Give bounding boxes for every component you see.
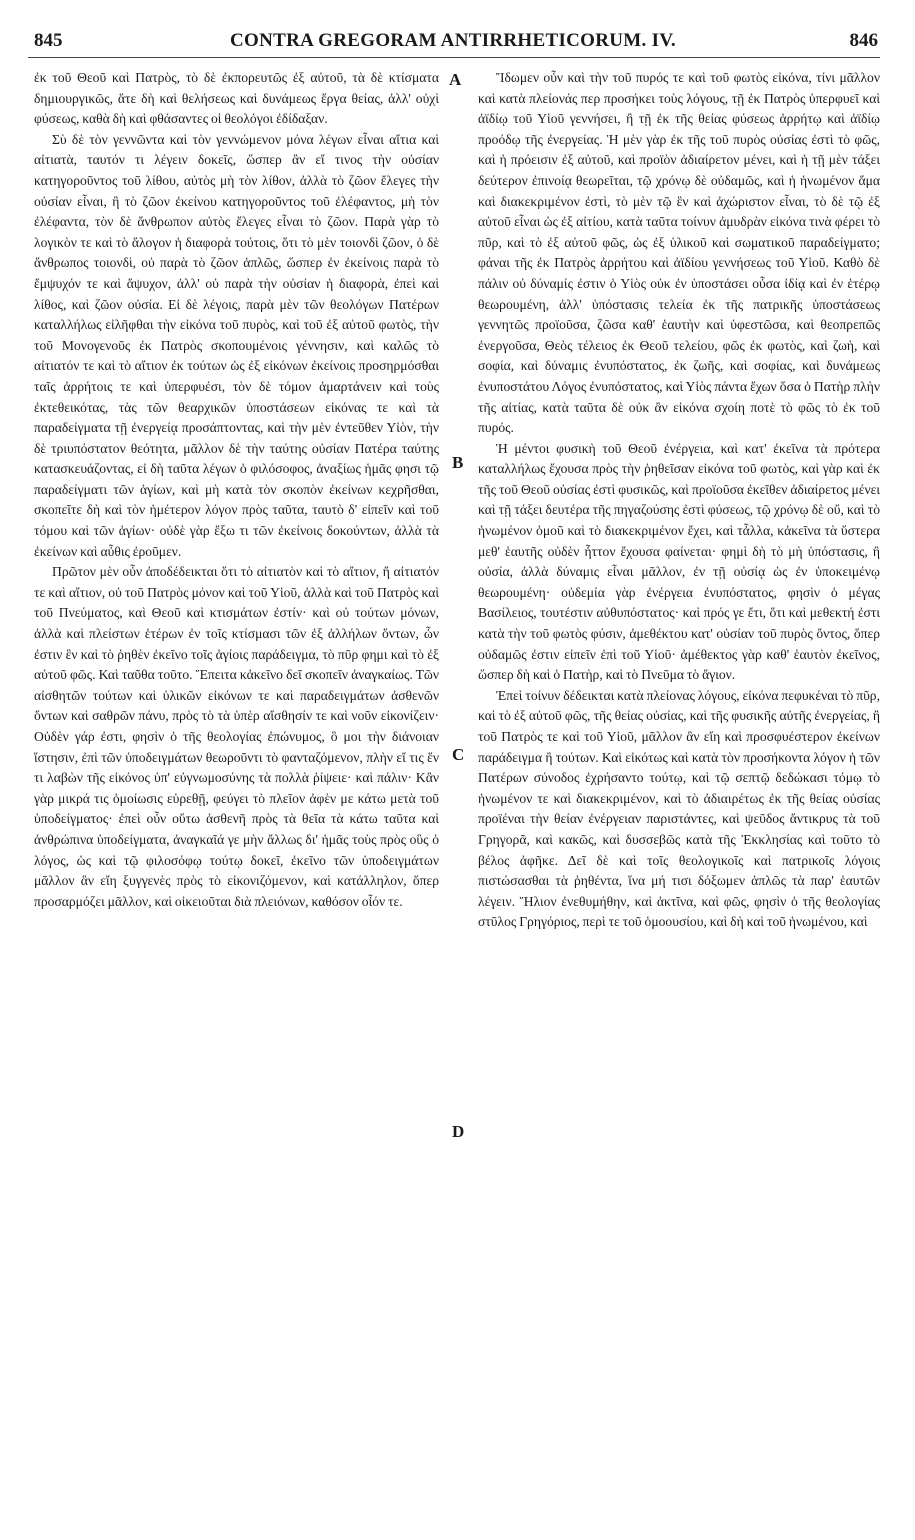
margin-marker-c: C bbox=[452, 745, 465, 764]
right-paragraph-1: Ἴδωμεν οὖν καὶ τὴν τοῦ πυρός τε καὶ τοῦ φωτὸς εἰκόνα, τίνι μᾶλλον καὶ κατὰ πλείονάς περ προσήκει τοὺς λόγους, τῇ ἐκ Πατρὸς ὑπερφυεῖ καὶ ἀϊδίῳ τοῦ Υἱοῦ γεννήσει, ἢ τῇ ἐκ τῆς θείας φύσεως ἀρρήτῳ καὶ ἀϊδίῳ προόδῳ τῆς ἐνεργείας. Ἡ μὲν γὰρ ἐκ τῆς τοῦ πυρὸς οὐσίας ἐστὶ τὸ φῶς, καὶ ἡ πρόεισιν ἐξ αὐτοῦ, καὶ προϊὸν ἀδιαίρετον μένει, καὶ ἡ τῇ μὲν τάξει δεύτερον ἐπινοίᾳ θεωρεῖται, τῷ χρόνῳ δὲ οὐδαμῶς, καὶ ἡ ἡνωμένον ἅμα καὶ διακεκριμένον ἐστὶ, τὸ μὲν τῷ ἓν καὶ ἀχώριστον εἶναι, τὸ δὲ τῷ ἐξ αὐτοῦ εἶναι ὡς ἐξ αἰτίου, κατὰ ταῦτα τοίνυν ἀμυδρὰν εἰκόνα τινὰ φέρει τὸ πῦρ, καὶ τὸ ἐξ αὐτοῦ φῶς, ὡς ἐξ ὑλικοῦ καὶ σωματικοῦ παραδείγματο; φάναι τῆς ἐκ Πατρὸς ἀρρήτου καὶ ἀϊδίου γεννήσεως τοῦ Υἱοῦ. Καθὸ δὲ πάλιν οὐ δύναμίς ἐστιν ὁ Υἱὸς οὐκ ἐν ὑποστάσει οὖσα ἰδίᾳ καὶ ἐν ἑτέρῳ θεωρουμένη, ἀλλ' ὑπόστασις τελεία ἐκ τῆς πατρικῆς ὑποστάσεως γεννητῶς προϊοῦσα, ζῶσα καθ' ἑαυτὴν καὶ ὑφεστῶσα, καὶ θεοπρεπῶς ἐνεργοῦσα, Θεὸς τέλειος ἐκ Θεοῦ τελείου, φῶς ἐκ φωτὸς, καὶ ζωὴ, καὶ σοφία, καὶ δύναμις ἐνυπόστατος, ἐκ ζωῆς, καὶ σοφίας, καὶ δυνάμεως ἐνυποστάτου Λόγος ἐνυπόστατος, καὶ Υἱὸς πάντα ἔχων ὅσα ὁ Πατὴρ πλὴν τῆς αἰτίας, κατὰ ταῦτα δὲ οὐκ ἂν εἰκόνα σχοίη ποτὲ τὸ φῶς τὸ ἐκ τοῦ πυρός. bbox=[478, 70, 880, 436]
margin-marker-a: A bbox=[449, 70, 462, 89]
right-paragraph-3: Ἐπεὶ τοίνυν δέδεικται κατὰ πλείονας λόγους, εἰκόνα πεφυκέναι τὸ πῦρ, καὶ τὸ ἐξ αὐτοῦ φῶς, τῆς θείας οὐσίας, καὶ τῆς φυσικῆς αὐτῆς ἐνεργείας, ἢ τοῦ Πατρὸς τε καὶ τοῦ Υἱοῦ, μᾶλλον ἂν εἴη καὶ προσφυέστερον ἐκείνων παράδειγμα ἢ τούτων. Καὶ εἰκότως καὶ κατὰ τὸν προσήκοντα λόγον ἡ τῶν Πατέρων σύνοδος ἐχρήσαντο τούτῳ, καὶ τῷ σεπτῷ δεδώκασι τόμῳ τὸ ἡνωμένον τε καὶ διακεκριμένον, καὶ τὸ ἀδιαιρέτως ἐκ τῆς θείας οὐσίας προϊέναι τὴν θείαν ἐνέργειαν παριστάντες, καὶ ψεῦδος ἄντικρυς τὰ τοῦ Γρηγορᾶ, καὶ κακῶς, καὶ δυσσεβῶς κατὰ τῆς Ἐκκλησίας καὶ τοῦτο τὸ βέλος ἀφῆκε. Δεῖ δὲ καὶ τοῖς θεολογικοῖς καὶ πατρικοῖς λόγοις πιστώσασθαι τὰ ῥηθέντα, ἵνα μή τισι δόξωμεν ἁπλῶς τὰ παρ' ἑαυτῶν λέγειν. Ἥλιον ἐνεθυμήθην, καὶ ἀκτῖνα, καὶ φῶς, φησὶν ὁ τῆς θεολογίας στῦλος Γρηγόριος, περὶ τε τοῦ ὁμοουσίου, καὶ δὴ καὶ τοῦ ἡνωμένου, καὶ bbox=[478, 687, 880, 930]
left-paragraph-3: Πρῶτον μὲν οὖν ἀποδέδεικται ὅτι τὸ αἰτιατὸν καὶ τὸ αἴτιον, ἤ αἰτιατόν τε καὶ αἴτιον, οὐ τοῦ Πατρὸς μόνον καὶ τοῦ Υἱοῦ, ἀλλὰ καὶ τοῦ Πατρὸς καὶ τοῦ Πνεύματος, καὶ Θεοῦ καὶ κτισμάτων ἐστίν· καὶ οὐ τούτων μόνων, ἀλλὰ καὶ πλείστων ἑτέρων ἐν τοῖς κτίσμασι τῶν ἐξ ἀλλήλων ὄντων, ὧν ἐστιν ἓν καὶ τὸ ῥηθὲν ἐκεῖνο τοῖς ἁγίοις παράδειγμα, τὸ πῦρ φημι καὶ τὸ ἐξ αὐτοῦ φῶς. Καὶ ταῦθα τοῦτο. Ἔπειτα κἀκεῖνο δεῖ σκοπεῖν ἀναγκαίως. Τῶν αἰσθητῶν τούτων καὶ ὑλικῶν εἰκόνων τε καὶ παραδειγμάτων ἀσθενῶν ὄντων καὶ σαθρῶν πάνυ, πρὸς τὸ τὰ ὑπὲρ αἴσθησίν τε καὶ νοῦν εἰκονίζειν· Οὐδὲν γάρ ἐστι, φησὶν ὁ τῆς θεολογίας ἐπώνυμος, ὃ μοι τὴν διάνοιαν ἵστησιν, ἐπὶ τῶν ὑποδειγμάτων θεωροῦντι τὸ φανταζόμενον, πλὴν εἴ τις ἕν τι λαβὼν τῆς εἰκόνος ὑπ' εὐγνωμοσύνης τὰ πολλὰ ῥίψειε· καὶ πάλιν· Κἂν γὰρ μικρά τις ὁμοίωσις εὑρεθῇ, φεύγει τὸ πλεῖον ἀφὲν με κάτω μετὰ τοῦ ὑποδείγματος· ἐπεὶ οὖν οὕτω ἀσθενῆ πρὸς τὰ θεῖα τὰ κάτω ταῦτα καὶ ἀνθρώπινα ὑποδείγματα, ἀναγκαῖά γε μὴν ἄλλως δι' ἡμᾶς τοὺς πρὸς οὓς ὁ λόγος, ὡς καὶ τῷ φιλοσόφῳ τούτῳ δοκεῖ, ἐκεῖνο τῶν ὑποδειγμάτων μᾶλλον ἂν εἴη ξυγγενὲς πρὸς τὸ εἰκονιζόμενον, καὶ κατάλληλον, ὅπερ προσαρμόζει μᾶλλον, καὶ οἰκειοῦται διὰ πλειόνων, καθόσον οἷόν τε. bbox=[34, 564, 439, 909]
margin-marker-d: D bbox=[452, 1122, 465, 1141]
right-page-number: 846 bbox=[849, 30, 878, 51]
left-paragraph-1: ἐκ τοῦ Θεοῦ καὶ Πατρὸς, τὸ δὲ ἐκπορευτῶς ἐξ αὐτοῦ, τὰ δὲ κτίσματα δημιουργικῶς, ἅτε δὴ καὶ θελήσεως καὶ δυνάμεως ἔργα θείας, ἀλλ' οὐχὶ φύσεως, καθὰ δὴ καὶ φθάσαντες οἱ θεολόγοι ἐδίδαξαν. bbox=[34, 70, 439, 127]
running-header bbox=[28, 30, 878, 58]
header-rule bbox=[28, 57, 880, 58]
right-paragraph-2: Ἡ μέντοι φυσικὴ τοῦ Θεοῦ ἐνέργεια, καὶ κατ' ἐκεῖνα τὰ πρότερα καταλλήλως ἔχουσα πρὸς τὴν ῥηθεῖσαν εἰκόνα τοῦ φωτὸς, καὶ γὰρ καὶ ἐκ τῆς τοῦ Θεοῦ οὐσίας ἐστὶ φυσικῶς, καὶ προϊοῦσα ἐκεῖθεν ἀδιαίρετος μένει καὶ τῇ τάξει δευτέρα τῆς πηγαζούσης ἐστὶ φύσεως, τῷ χρόνῳ δὲ οὔ, καὶ τὸ ἡνωμένον ὁμοῦ καὶ τὸ διακεκριμένον ἔχει, καὶ τἆλλα, κἀκεῖνα τὰ ὕστερα μεθ' ἑαυτῆς οὐδὲν ἧττον ἔχουσα φαίνεται· φημὶ δὴ τὸ μὴ ὑπόστασις, ἢ οὐσία, ἀλλὰ δύναμις εἶναι μᾶλλον, ἐν τῇ οὐσίᾳ ὡς ἐν ὑποκειμένῳ θεωρουμένη· οὐδεμία γὰρ ἐνέργεια ἐνυπόστατος, φησὶν ὁ μέγας Βασίλειος, τουτέστιν αὐθυπόστατος· καὶ πρός γε ἔτι, ὅτι καὶ μεθεκτή ἐστι κατὰ τὴν τοῦ φωτὸς φύσιν, ἀμεθέκτου κατ' οὐσίαν τοῦ πυρὸς ὄντος, ὅπερ οὐδαμῶς ἐστιν εἰπεῖν ἐπὶ τοῦ Υἱοῦ· ἀμέθεκτος γὰρ καθ' ἑαυτὸν ἐκεῖνος, ὥσπερ δὴ καὶ ὁ Πατὴρ, καὶ τὸ Πνεῦμα τὸ ἅγιον. bbox=[478, 440, 880, 683]
left-paragraph-2: Σὺ δὲ τὸν γεννῶντα καὶ τὸν γεννώμενον μόνα λέγων εἶναι αἴτια καὶ αἰτιατὰ, ταυτόν τι λέγειν δοκεῖς, ὥσπερ ἂν εἴ τινος τὴν οὐσίαν κατηγοροῦντος τοῦ λίθου, αὐτὸς μὴ τὸν λίθον, ἀλλὰ τὸ ζῶον ἔλεγες τὴν οὐσίαν εἶναι, ἢ τὸ ζῶον ἐκείνου κατηγοροῦντος τοῦ ἐλέφαντος, μὴ τὸν ἐλέφαντα, τὸν δὲ ἄνθρωπον αὐτὸς ἔλεγες εἶναι τὸ ζῶον. Παρὰ γὰρ τὸ λογικὸν τε καὶ τὸ ἄλογον ἡ διαφορὰ τούτοις, ὅτι τὸ μὲν τοιονδὶ ζῶον, ὁ δὲ ἄνθρωπος τοιονδὶ, οὐ παρὰ τὸ ζῶον ἁπλῶς, ὥσπερ ἐν ἐκείνοις παρὰ τὸ ἔμψυχόν τε καὶ ἄψυχον, ἀλλ' οὐ παρὰ τὴν οὐσίαν ἡ διαφορὰ, ἐπεὶ καὶ λίθος, καὶ ζῶον οὐσία. Εἰ δὲ λέγοις, παρὰ μὲν τῶν θεολόγων Πατέρων καταλλήλως εἰλῆφθαι τὴν εἰκόνα τοῦ πυρὸς, καὶ τοῦ ἐξ αὐτοῦ φωτὸς, τὴν τοῦ Μονογενοῦς ἐκ Πατρὸς σκοπουμένοις γέννησιν, καὶ καλῶς τὸ αἰτιατόν τε καὶ τὸ αἴτιον ἐκ τούτων ὡς ἐξ εἰκόνων ἐκείνοις προσηρμόσθαι ταῖς ἀρρήτοις τε καὶ ὑπερφυέσι, τὸν δὲ τόμον ἁμαρτάνειν καὶ τοὺς ἐκτεθεικότας, τὰς τῶν θεαρχικῶν ὑποστάσεων εἰκόνας τε καὶ τὰ παραδείγματα τῇ ἐνεργείᾳ προσάπτοντας, καὶ τὴν μὲν ἐντεῦθεν Υἱὸν, τὴν δὲ τριυπόστατον θεότητα, μᾶλλον δὲ τὴν ταύτης οὐσίαν Πατέρα ταύτης κατασκευάζοντας, εἰ δὴ ταῦτα λέγων ὁ φιλόσοφος, ἀναξίως ἡμᾶς φησι τῷ παραδείγματι τῶν ἁγίων, καὶ μὴ κατὰ τὸν σκοπὸν ἐκείνων κεχρῆσθαι, σκοπεῖτε δὴ καὶ τὸν ἡμέτερον λόγον πρὸς ταῦτα, ταυτὸ δ' εἰπεῖν καὶ τοῦ τόμου καὶ τῶν ἁγίων· οὐδὲ γὰρ ἔξω τι τῶν ἐκείνοις δοκούντων, ἀλλὰ τὰ ἐκείνων καὶ αὖθις ἐροῦμεν. bbox=[34, 131, 439, 559]
right-column bbox=[478, 68, 880, 933]
running-title: CONTRA GREGORAM ANTIRRHETICORUM. IV. bbox=[230, 30, 676, 51]
left-column bbox=[34, 68, 439, 912]
left-page-number: 845 bbox=[34, 30, 63, 51]
margin-marker-b: B bbox=[452, 453, 464, 472]
